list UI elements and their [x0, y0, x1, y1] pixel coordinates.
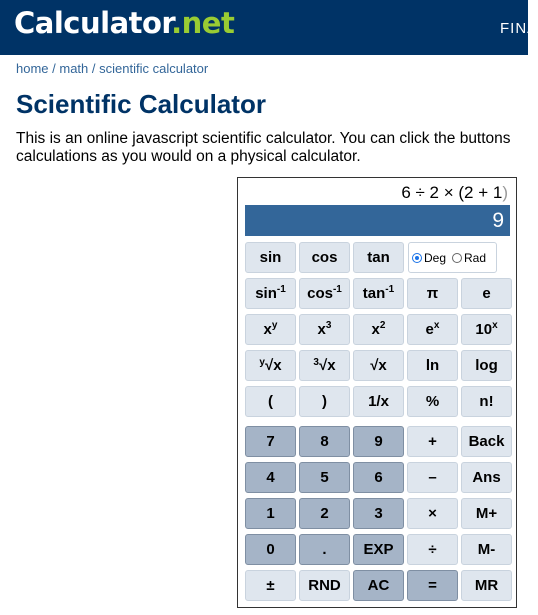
- digit-2-button[interactable]: 2: [299, 498, 350, 529]
- digit-9-button[interactable]: 9: [353, 426, 404, 457]
- square-button[interactable]: [353, 314, 404, 345]
- calculator: [237, 177, 517, 608]
- ten-power-button[interactable]: [461, 314, 512, 345]
- deg-label[interactable]: Deg: [424, 250, 447, 265]
- back-button[interactable]: Back: [461, 426, 512, 457]
- angle-mode-selector: [408, 242, 497, 273]
- rad-radio[interactable]: [452, 253, 462, 263]
- arctan-superscript: -1: [385, 284, 395, 295]
- open-paren-button[interactable]: (: [245, 386, 296, 417]
- cube-exponent: 3: [325, 320, 332, 331]
- site-logo[interactable]: [14, 6, 234, 40]
- expression-text: 6 ÷ 2 × (2 + 1: [401, 183, 503, 202]
- rad-label[interactable]: Rad: [464, 250, 487, 265]
- top-bar: [0, 0, 538, 55]
- cube-root-index: 3: [313, 357, 319, 368]
- multiply-button[interactable]: ×: [407, 498, 458, 529]
- power-exponent: y: [271, 320, 278, 331]
- sin-button[interactable]: sin: [245, 242, 296, 273]
- exp-e-button[interactable]: [407, 314, 458, 345]
- expression-display: [244, 183, 508, 205]
- breadcrumb-separator: /: [88, 61, 100, 76]
- cube-button[interactable]: [299, 314, 350, 345]
- pi-button[interactable]: π: [407, 278, 458, 309]
- digit-7-button[interactable]: 7: [245, 426, 296, 457]
- sqrt-button[interactable]: √x: [353, 350, 404, 381]
- logo-text: Calculator: [14, 6, 172, 40]
- result-display: 9: [245, 205, 510, 236]
- plus-minus-button[interactable]: ±: [245, 570, 296, 601]
- nth-root-button[interactable]: [245, 350, 296, 381]
- logo-dot: .: [171, 6, 182, 40]
- breadcrumb-home[interactable]: home: [16, 61, 49, 76]
- exp-e-base: e: [425, 321, 434, 338]
- intro-text: [16, 130, 536, 166]
- arcsin-label: sin: [255, 285, 277, 302]
- cube-base: x: [317, 321, 326, 338]
- tan-button[interactable]: tan: [353, 242, 404, 273]
- breadcrumb-math[interactable]: math: [59, 61, 89, 76]
- minus-button[interactable]: –: [407, 462, 458, 493]
- page-title: Scientific Calculator: [16, 89, 266, 119]
- digit-3-button[interactable]: 3: [353, 498, 404, 529]
- square-base: x: [371, 321, 380, 338]
- reciprocal-button[interactable]: 1/x: [353, 386, 404, 417]
- plus-button[interactable]: +: [407, 426, 458, 457]
- ans-button[interactable]: Ans: [461, 462, 512, 493]
- cos-button[interactable]: cos: [299, 242, 350, 273]
- nth-root-index: y: [259, 357, 265, 368]
- arccos-label: cos: [307, 285, 333, 302]
- cube-root-label: √x: [318, 357, 336, 374]
- digit-1-button[interactable]: 1: [245, 498, 296, 529]
- nav-link-financial[interactable]: FINA: [500, 20, 538, 37]
- nth-root-label: √x: [264, 357, 282, 374]
- arccos-superscript: -1: [332, 284, 342, 295]
- expression-closing-paren: ): [502, 183, 508, 202]
- arccos-button[interactable]: [299, 278, 350, 309]
- close-paren-button[interactable]: ): [299, 386, 350, 417]
- arcsin-superscript: -1: [276, 284, 286, 295]
- memory-add-button[interactable]: M+: [461, 498, 512, 529]
- digit-6-button[interactable]: 6: [353, 462, 404, 493]
- exp-button[interactable]: EXP: [353, 534, 404, 565]
- memory-subtract-button[interactable]: M-: [461, 534, 512, 565]
- ten-power-exponent: x: [492, 320, 498, 331]
- digit-0-button[interactable]: 0: [245, 534, 296, 565]
- exp-e-exponent: x: [433, 320, 440, 331]
- log-button[interactable]: log: [461, 350, 512, 381]
- arctan-label: tan: [362, 285, 386, 302]
- ln-button[interactable]: ln: [407, 350, 458, 381]
- square-exponent: 2: [379, 320, 386, 331]
- breadcrumb-separator: /: [48, 61, 60, 76]
- logo-net: net: [181, 6, 235, 40]
- arcsin-button[interactable]: [245, 278, 296, 309]
- decimal-point-button[interactable]: .: [299, 534, 350, 565]
- divide-button[interactable]: ÷: [407, 534, 458, 565]
- power-button[interactable]: [245, 314, 296, 345]
- breadcrumb-current[interactable]: scientific calculator: [99, 61, 209, 76]
- e-button[interactable]: e: [461, 278, 512, 309]
- arctan-button[interactable]: [353, 278, 404, 309]
- factorial-button[interactable]: n!: [461, 386, 512, 417]
- percent-button[interactable]: %: [407, 386, 458, 417]
- intro-line-1: This is an online javascript scientific calculator. You can click the buttons: [16, 130, 511, 147]
- ten-power-base: 10: [475, 321, 493, 338]
- breadcrumb: [16, 61, 208, 76]
- digit-4-button[interactable]: 4: [245, 462, 296, 493]
- deg-radio[interactable]: [412, 253, 422, 263]
- power-base: x: [263, 321, 272, 338]
- cube-root-button[interactable]: [299, 350, 350, 381]
- equals-button[interactable]: =: [407, 570, 458, 601]
- intro-line-2: calculations as you would on a physical calculator.: [16, 148, 361, 165]
- random-button[interactable]: RND: [299, 570, 350, 601]
- all-clear-button[interactable]: AC: [353, 570, 404, 601]
- digit-5-button[interactable]: 5: [299, 462, 350, 493]
- digit-8-button[interactable]: 8: [299, 426, 350, 457]
- memory-recall-button[interactable]: MR: [461, 570, 512, 601]
